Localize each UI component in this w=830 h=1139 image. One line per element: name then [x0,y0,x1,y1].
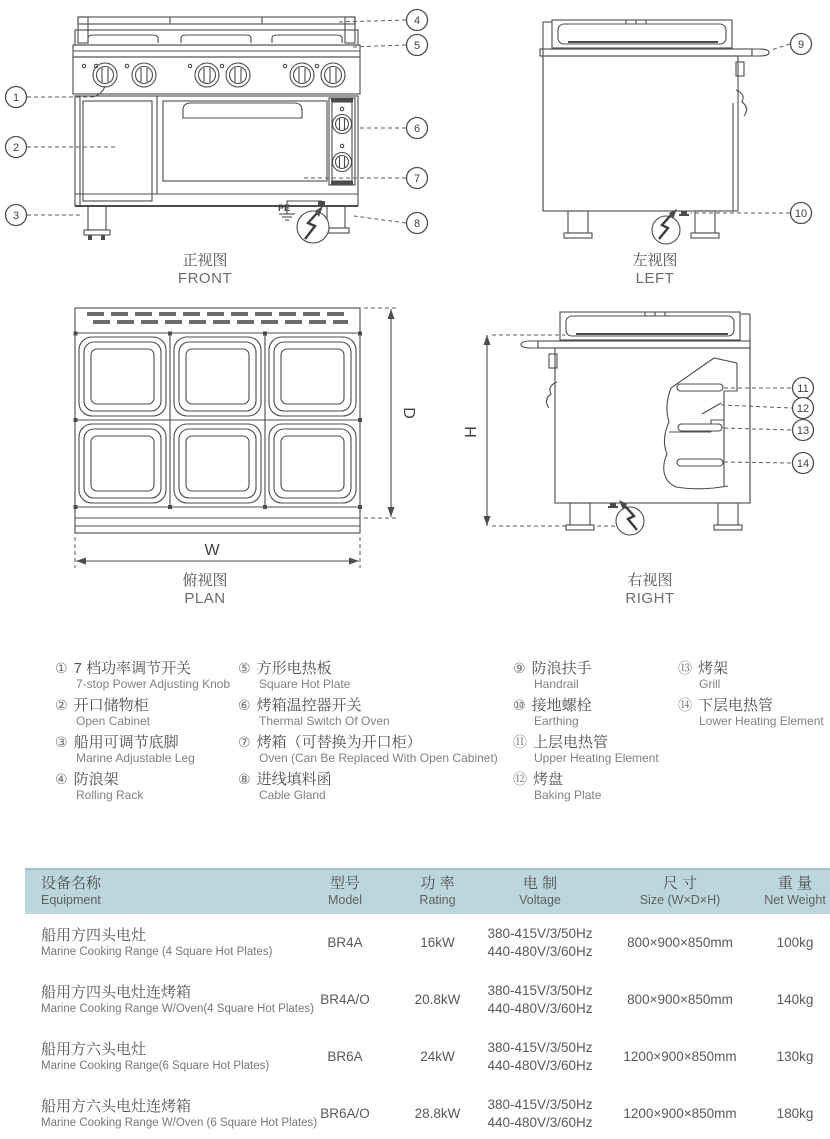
legend-item-7 [238,734,516,765]
callout-5 [352,35,428,56]
adjustable-legs [566,503,742,530]
item-label-zh: 进线填料函 [256,771,332,788]
right-title-zh: 右视图 [627,572,673,589]
cell-model: BR4A [327,935,363,950]
adjustable-legs [564,211,719,238]
handrail [540,49,769,56]
rolling-rack-side [560,312,740,340]
cell-size: 1200×900×850mm [623,1106,737,1121]
svg-text:5: 5 [413,40,421,52]
cell-rating: 28.8kW [414,1106,461,1121]
svg-text:10: 10 [794,208,808,220]
callout-1 [6,86,106,108]
header-rating: 功 率 Rating [395,869,480,914]
baking-plate [702,403,721,414]
item-number: ⑨ [513,660,526,676]
legend-item-14 [678,697,828,728]
callout-4 [338,10,428,31]
lightning-symbol [616,500,644,535]
dimension-width [75,537,360,568]
callout-10 [691,203,812,224]
item-number: ② [55,697,68,713]
item-label-en: Marine Adjustable Leg [76,751,195,765]
left-title-en: LEFT [635,270,675,287]
svg-text:8: 8 [413,218,421,230]
svg-text:3: 3 [12,210,20,222]
legend-column-1 [55,660,237,808]
header-voltage: 电 制 Voltage [480,869,600,914]
front-title-zh: 正视图 [182,252,228,269]
legend-item-11 [513,734,681,765]
front-view-drawing [0,8,440,248]
lightning-symbol [652,209,680,244]
square-hot-plate [269,337,356,416]
item-label-en: Earthing [534,714,579,728]
header-equipment: 设备名称 Equipment [25,869,295,914]
callout-2 [6,137,117,158]
item-label-zh: 烤架 [698,660,729,677]
item-label-en: Oven (Can Be Replaced With Open Cabinet) [259,751,498,765]
svg-text:11: 11 [797,383,809,395]
dim-label-w: W [204,542,220,559]
cell-model: BR6A [327,1049,363,1064]
item-number: ⑪ [513,734,527,750]
cell-rating: 20.8kW [414,992,461,1007]
item-number: ⑥ [238,697,251,713]
cell-weight: 180kg [776,1106,814,1121]
svg-text:6: 6 [413,123,421,135]
handrail [521,341,750,348]
specification-table [25,868,830,1139]
plan-view-title [60,572,350,608]
left-title-zh: 左视图 [632,252,678,269]
cell-weight: 140kg [776,992,814,1007]
svg-text:14: 14 [796,458,810,470]
legend-column-4 [678,660,828,734]
item-label-en: Handrail [534,677,579,691]
callout-3 [6,205,83,226]
item-label-en: Baking Plate [534,788,602,802]
item-number: ① [55,660,68,676]
item-label-en: Upper Heating Element [534,751,659,765]
item-label-zh: 防浪架 [73,771,119,788]
item-label-en: Cable Gland [259,788,326,802]
item-number: ⑭ [678,697,692,713]
cell-model: BR4A/O [320,992,370,1007]
callout-8 [354,213,428,234]
legend-column-3 [513,660,681,808]
legend-item-1 [55,660,237,691]
plan-title-zh: 俯视图 [182,572,228,589]
square-hot-plate [79,337,166,416]
item-label-en: Square Hot Plate [259,677,351,691]
cell-rating: 16kW [420,935,455,950]
oven-control-panel [329,98,355,185]
svg-text:13: 13 [796,425,810,437]
item-number: ⑫ [513,771,527,787]
earthing-bolt [608,503,618,508]
item-number: ⑤ [238,660,251,676]
table-row [25,914,830,971]
rolling-rack-side [552,20,732,48]
item-label-zh: 烤盘 [533,771,564,788]
item-label-zh: 烤箱温控器开关 [256,697,362,714]
item-label-en: 7-stop Power Adjusting Knob [76,677,231,691]
svg-text:4: 4 [413,15,421,27]
dimension-height [463,335,625,526]
svg-text:9: 9 [797,39,805,51]
oven-cutaway [664,358,737,489]
cell-equipment: 船用方六头电灶连烤箱 Marine Cooking Range W/Oven (6 Square Hot Plates) [41,1098,318,1129]
item-label-zh: 上层电热管 [533,734,609,751]
table-row [25,1028,830,1085]
pe-earthing-symbol [278,201,329,243]
square-hot-plate [269,424,356,503]
legend-item-10 [513,697,681,728]
item-number: ⑬ [678,660,692,676]
item-label-zh: 防浪扶手 [531,660,592,677]
power-knobs [93,63,345,87]
legend-item-5 [238,660,516,691]
legend-item-6 [238,697,516,728]
legend-item-9 [513,660,681,691]
legend-item-3 [55,734,237,765]
dimension-depth [364,308,417,518]
legend-item-13 [678,660,828,691]
callout-6 [357,118,428,139]
item-number: ③ [55,734,68,750]
plan-title-en: PLAN [184,590,226,607]
cell-equipment: 船用方四头电灶 Marine Cooking Range (4 Square Hot Plates) [41,927,273,958]
item-label-en: Rolling Rack [76,788,144,802]
cell-size: 800×900×850mm [627,935,733,950]
callout-13 [724,420,814,441]
item-label-zh: 烤箱（可替换为开口柜） [256,734,422,751]
cell-equipment: 船用方四头电灶连烤箱 Marine Cooking Range W/Oven(4 Square Hot Plates) [41,984,314,1015]
cell-equipment: 船用方六头电灶 Marine Cooking Range(6 Square Hot Plates) [41,1041,270,1072]
item-label-zh: 方形电热板 [256,660,332,677]
upper-heating-element [677,384,723,391]
callout-9 [771,34,812,55]
item-label-zh: 开口储物柜 [73,697,149,714]
cell-size: 1200×900×850mm [623,1049,737,1064]
square-hot-plate [174,424,261,503]
left-view-drawing [440,8,830,248]
knob-panel [73,57,360,94]
pe-label: PE [278,203,291,213]
open-cabinet [83,101,152,201]
svg-text:1: 1 [12,92,20,104]
right-title-en: RIGHT [625,590,675,607]
cell-voltage: 380-415V/3/50Hz 440-480V/3/60Hz [487,982,593,1016]
cell-voltage: 380-415V/3/50Hz 440-480V/3/60Hz [487,1039,593,1073]
item-label-en: Thermal Switch Of Oven [259,714,390,728]
item-number: ⑦ [238,734,251,750]
hot-plate-grid [74,332,363,510]
front-view-title [60,252,350,288]
callout-14 [724,453,814,474]
cabinet-and-oven [75,96,358,206]
callout-12 [721,398,814,419]
legend-item-8 [238,771,516,802]
item-label-zh: 下层电热管 [698,697,774,714]
cell-size: 800×900×850mm [627,992,733,1007]
hot-plate-strip [75,30,358,45]
cell-voltage: 380-415V/3/50Hz 440-480V/3/60Hz [487,925,593,959]
item-label-zh: 接地螺栓 [531,697,592,714]
header-model: 型号 Model [295,869,395,914]
legend-item-2 [55,697,237,728]
callout-7 [303,168,428,189]
item-label-en: Lower Heating Element [699,714,824,728]
legend-item-12 [513,771,681,802]
lower-heating-element [677,459,723,466]
cell-voltage: 380-415V/3/50Hz 440-480V/3/60Hz [487,1096,593,1130]
vent-slots [87,314,348,322]
square-hot-plate [79,424,166,503]
table-row [25,971,830,1028]
cell-weight: 100kg [776,935,814,950]
header-weight: 重 量 Net Weight [760,869,830,914]
front-title-en: FRONT [177,270,233,287]
left-view-title [520,252,790,288]
item-label-zh: 7 档功率调节开关 [73,660,192,677]
oven-handle [183,103,302,118]
cell-weight: 130kg [776,1049,814,1064]
item-number: ⑧ [238,771,251,787]
svg-text:2: 2 [12,142,20,154]
square-hot-plate [174,337,261,416]
legend-column-2 [238,660,516,808]
body-side [543,56,738,211]
earthing-bolt [679,211,689,216]
item-label-zh: 船用可调节底脚 [73,734,179,751]
header-size: 尺 寸 Size (W×D×H) [600,869,760,914]
grill [678,424,722,431]
table-header-row [25,869,830,914]
svg-text:12: 12 [796,403,810,415]
dim-label-h: H [463,426,480,438]
item-number: ④ [55,771,68,787]
item-label-en: Open Cabinet [76,714,151,728]
item-label-en: Grill [699,677,721,691]
table-row [25,1085,830,1139]
item-number: ⑩ [513,697,526,713]
right-view-title [520,572,780,608]
legend-item-4 [55,771,237,802]
cell-rating: 24kW [420,1049,455,1064]
dim-label-d: D [400,407,417,419]
cell-model: BR6A/O [320,1106,370,1121]
svg-text:7: 7 [413,173,421,185]
